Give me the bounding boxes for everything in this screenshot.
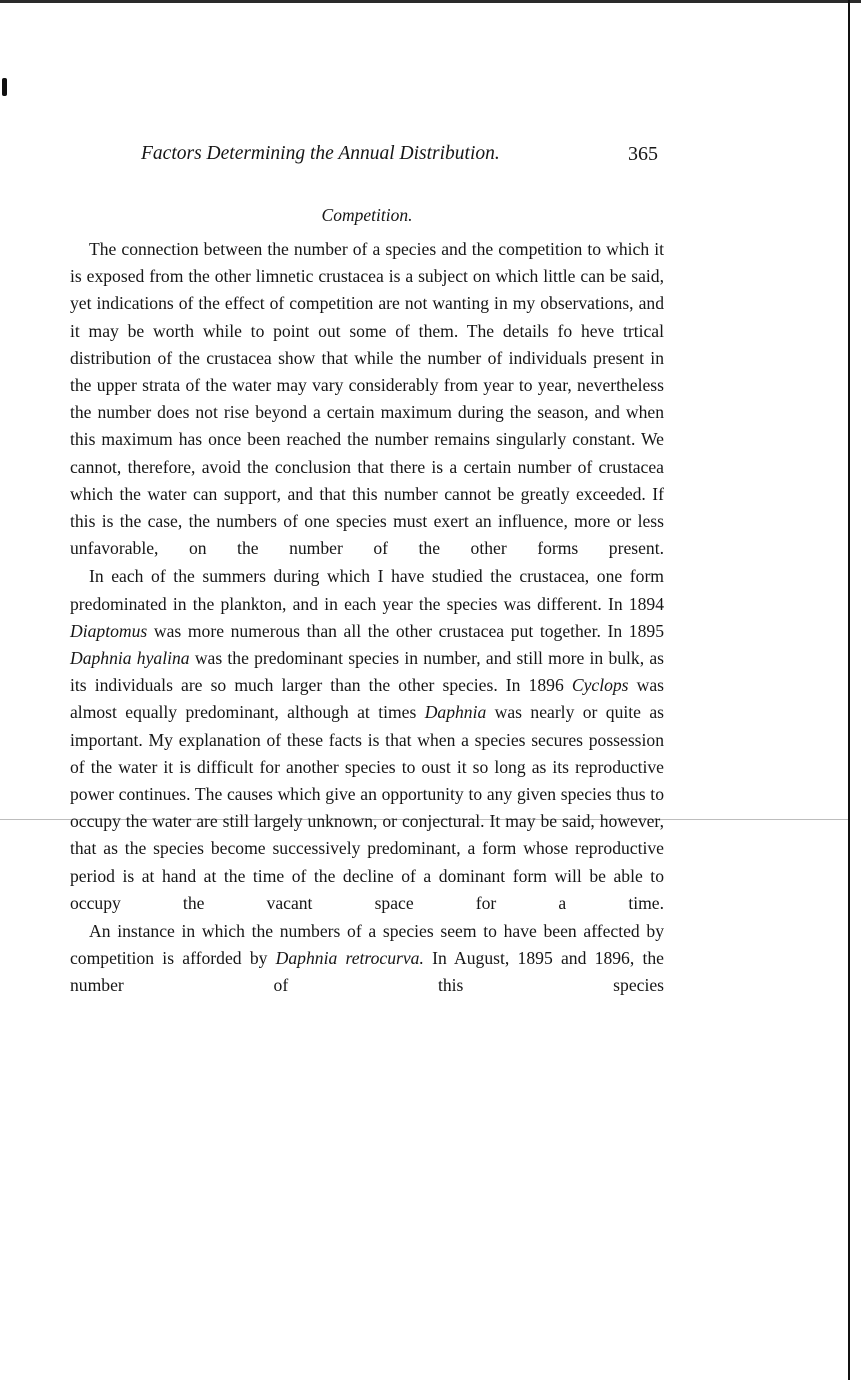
paragraph-2-text-e: was nearly or quite as important. My explanation of these facts is that when a species secures possession of the water it is difficult for another species to oust it so long as its reproductive power continues. The causes which give an opportunity to any given species thus to occupy the water are still largely unknown, or conjectural. It may be said, however, that as the species become successively predominant, a form whose reproductive period is at hand at the time of the decline of a dominant form will be able to occupy the vacant space for a time. <box>70 702 664 913</box>
taxon-cyclops: Cyclops <box>571 675 629 696</box>
paragraph-2-text-c: was the predominant species in number, and still more in bulk, as its individuals are so much larger than the other species. In 1896 <box>70 648 665 696</box>
paragraph-3-text-a: An instance in which the numbers of a species seem to have been affected by competition is afforded by <box>70 921 664 969</box>
paragraph-2-text-d: was almost equally predominant, although at times <box>70 675 664 723</box>
page-text <box>70 140 664 1000</box>
paragraph-1 <box>70 236 664 562</box>
paragraph-1-text: The connection between the number of a species and the competition to which it is exposed from the other limnetic crustacea is a subject on which little can be said, yet indications of the effect of competition are not wanting in my observations, and it may be worth while to point out some of them. The details fo heve trtical distribution of the crustacea show that while the number of individuals present in the upper strata of the water may vary considerably from year to year, nevertheless the number does not rise beyond a certain maximum during the season, and when this maximum has once been reached the number remains singularly constant. We cannot, therefore, avoid the conclusion that there is a certain number of crustacea which the water can support, and that this number cannot be greatly exceeded. If this is the case, the numbers of one species must exert an influence, more or less unfavorable, on the number of the other forms present. <box>70 239 664 559</box>
taxon-daphnia: Daphnia <box>424 702 487 723</box>
scan-margin-mark <box>2 78 7 96</box>
paragraph-2-text-a: In each of the summers during which I have studied the crustacea, one form predominated in the plankton, and in each year the species was different. In 1894 <box>70 566 664 614</box>
taxon-daphnia-hyalina: Daphnia hyalina <box>70 648 190 669</box>
taxon-diaptomus: Diaptomus <box>70 620 148 641</box>
page-number: 365 <box>628 143 658 165</box>
paragraph-3 <box>70 918 664 1000</box>
running-head <box>70 140 664 168</box>
scan-top-edge <box>0 0 861 3</box>
scan-right-edge <box>848 0 850 1380</box>
taxon-daphnia-retrocurva: Daphnia retrocurva. <box>275 948 424 969</box>
paragraph-3-text-b: In August, 1895 and 1896, the number of this species <box>70 948 664 996</box>
running-title: Factors Determining the Annual Distribution. <box>141 143 500 164</box>
paragraph-2 <box>70 563 664 917</box>
section-heading: Competition. <box>321 205 413 225</box>
paragraph-2-text-b: was more numerous than all the other crustacea put together. In 1895 <box>147 620 664 641</box>
